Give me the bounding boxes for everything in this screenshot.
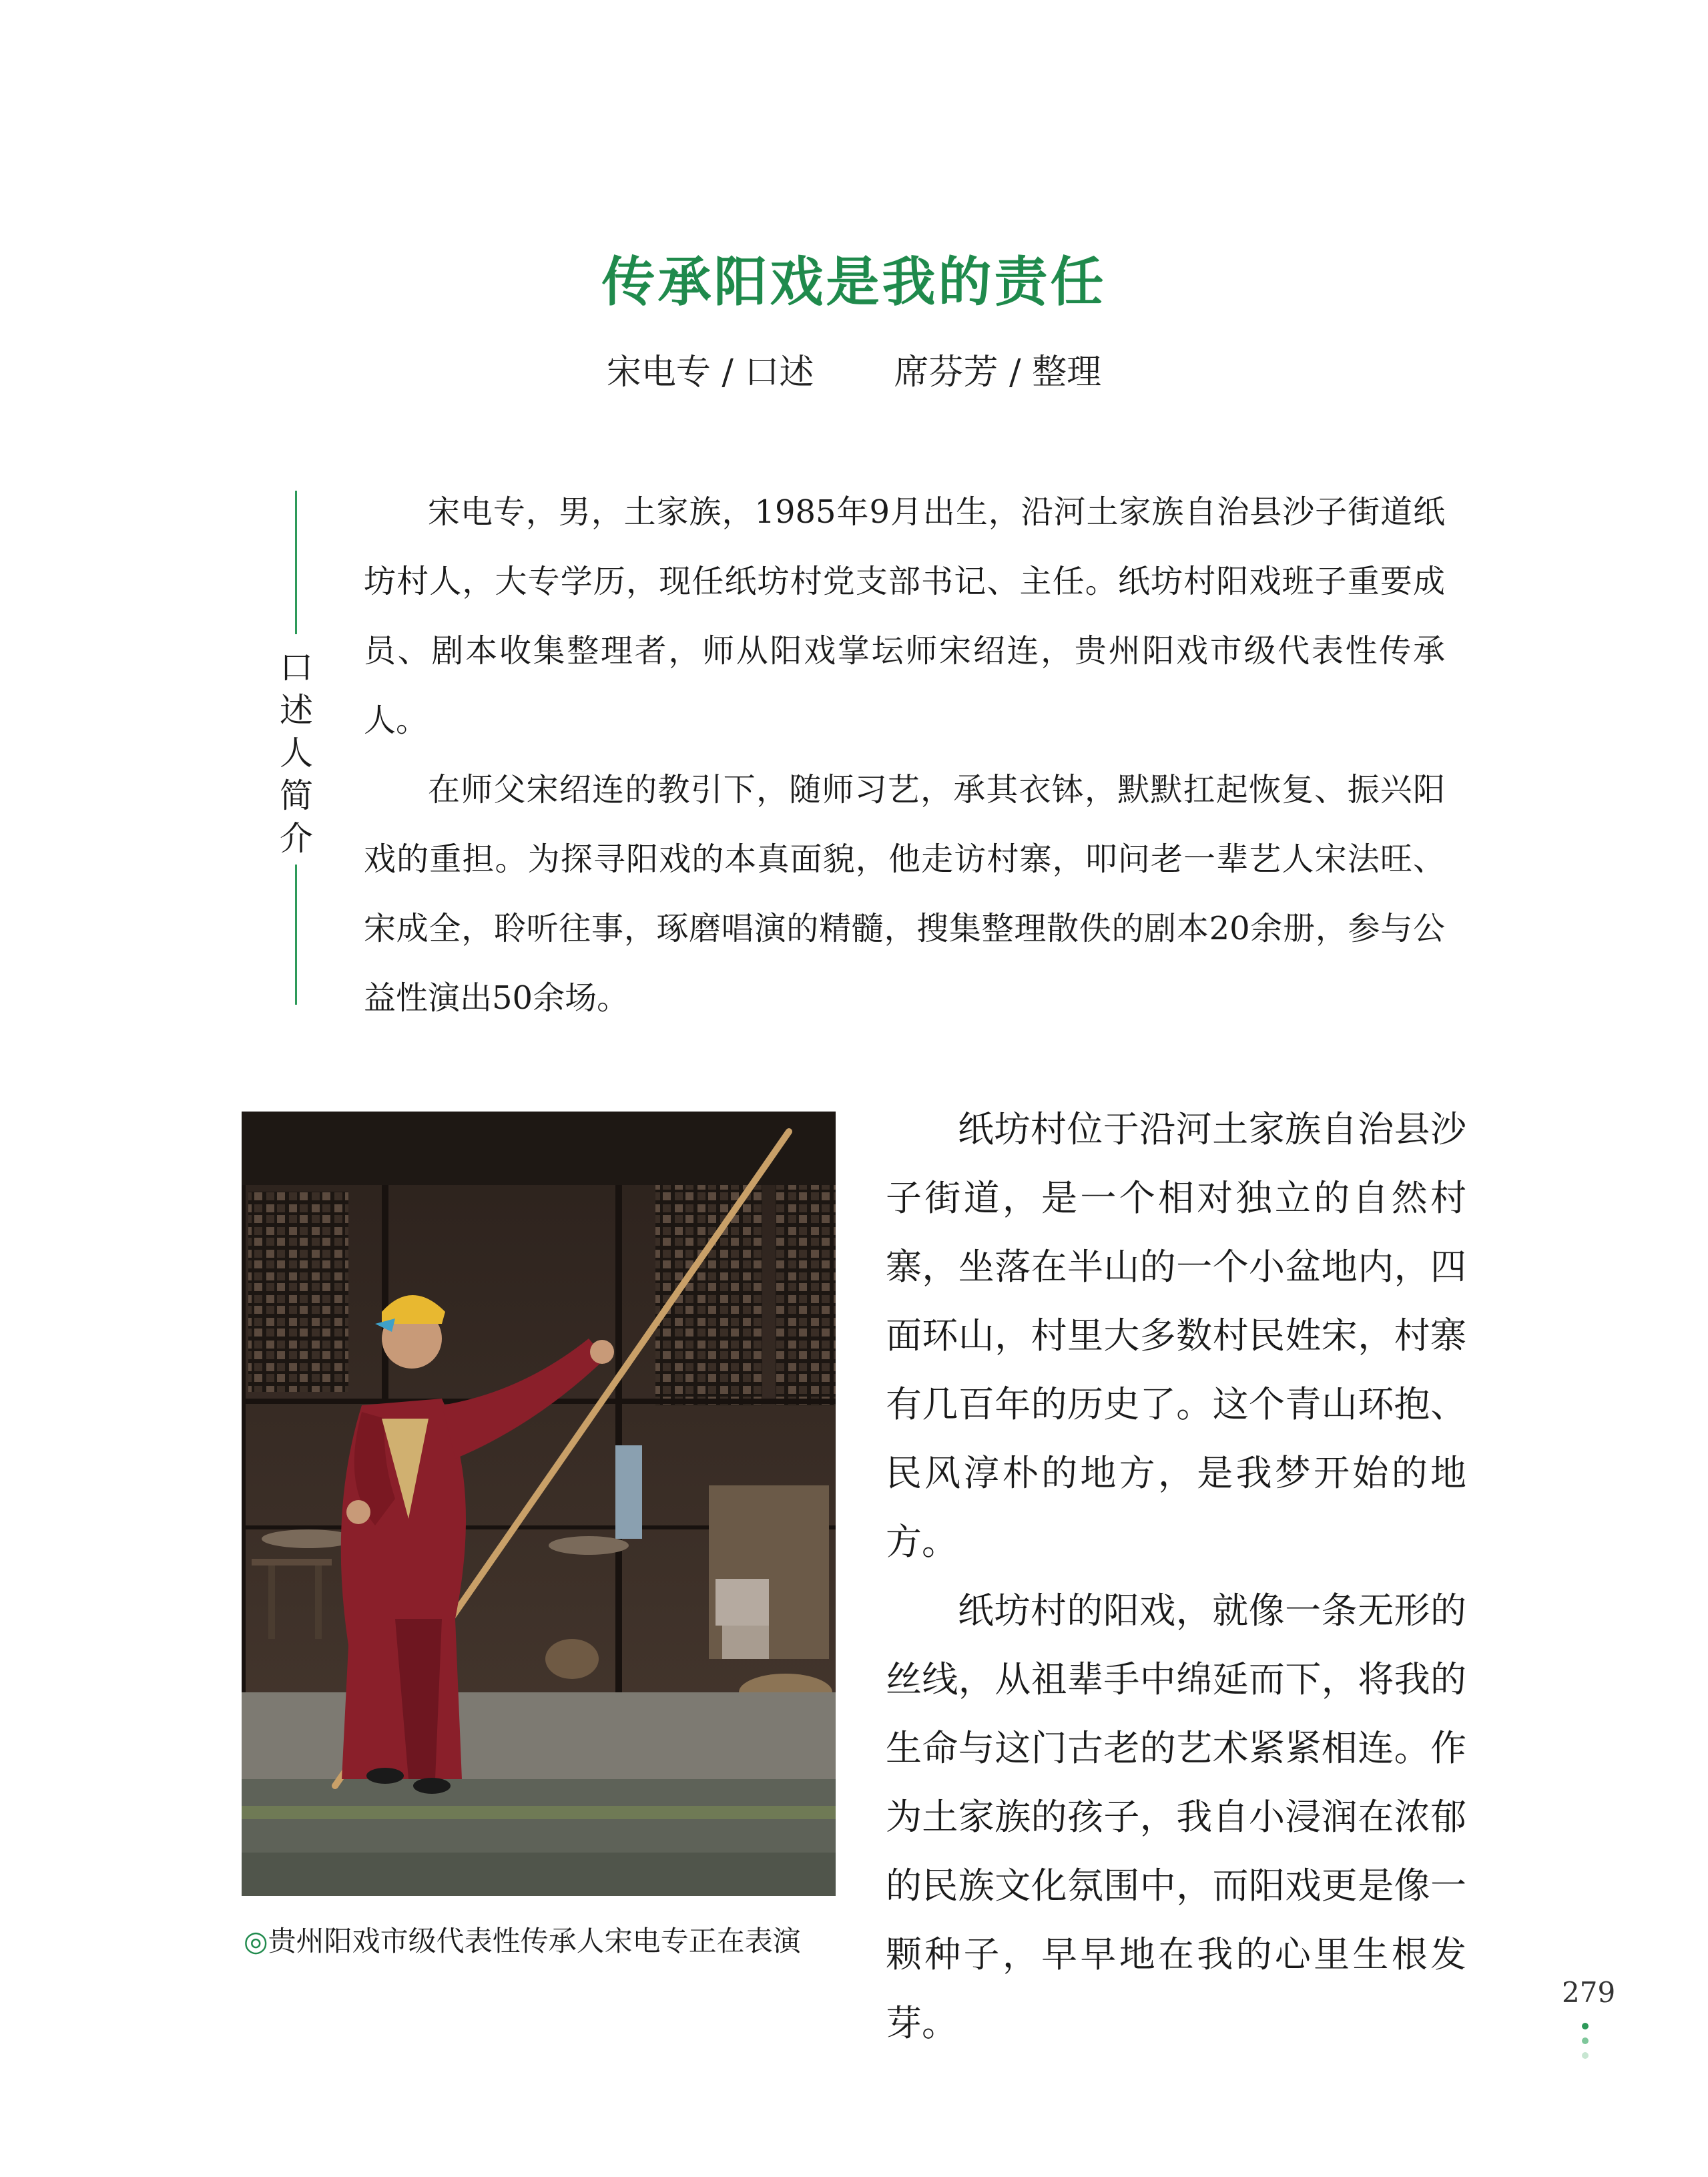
sidebar-label-char: 人 [280, 734, 313, 772]
sidebar-label-char: 简 [280, 776, 313, 815]
narrator-intro [364, 477, 1445, 1033]
caption-text: 贵州阳戏市级代表性传承人宋电专正在表演 [268, 1925, 801, 1957]
article-body [886, 1095, 1466, 2058]
article-title: 传承阳戏是我的责任 [601, 250, 1107, 313]
sidebar-rule-bottom [295, 865, 297, 1005]
sidebar-label-char: 介 [280, 819, 313, 858]
page-dots-ornament [1582, 2023, 1589, 2067]
sidebar-rule-top [295, 491, 297, 634]
page-number: 279 [1562, 1976, 1616, 2009]
editor-credit: 席芬芳 / 整理 [894, 352, 1102, 393]
body-paragraph: 纸坊村的阳戏，就像一条无形的丝线，从祖辈手中绵延而下，将我的生命与这门古老的艺术紧紧相连。作为土家族的孩子，我自小浸润在浓郁的民族文化氛围中，而阳戏更是像一颗种子，早早地在我的心里生根发芽。 [886, 1590, 1466, 2044]
photo-caption [244, 1919, 844, 1959]
byline [0, 344, 1708, 394]
performer-photo-illustration [242, 1112, 836, 1896]
sidebar-label-char: 述 [280, 691, 313, 730]
intro-paragraph: 宋电专，男，土家族，1985年9月出生，沿河土家族自治县沙子街道纸坊村人，大专学历，现任纸坊村党支部书记、主任。纸坊村阳戏班子重要成员、剧本收集整理者，师从阳戏掌坛师宋绍连，贵州阳戏市级代表性传承人。 [364, 493, 1445, 739]
body-paragraph: 纸坊村位于沿河土家族自治县沙子街道，是一个相对独立的自然村寨，坐落在半山的一个小盆地内，四面环山，村里大多数村民姓宋，村寨有几百年的历史了。这个青山环抱、民风淳朴的地方，是我梦开始的地方。 [886, 1108, 1466, 1563]
intro-paragraph: 在师父宋绍连的教引下，随师习艺，承其衣钵，默默扛起恢复、振兴阳戏的重担。为探寻阳戏的本真面貌，他走访村寨，叩问老一辈艺人宋法旺、宋成全，聆听往事，琢磨唱演的精髓，搜集整理散佚的剧本20余册，参与公益性演出50余场。 [364, 771, 1445, 1017]
caption-bullet-icon: ◎ [244, 1925, 268, 1957]
sidebar-label [276, 646, 316, 860]
narrator-credit: 宋电专 / 口述 [606, 352, 814, 393]
performer-photo [242, 1112, 836, 1896]
sidebar-label-char: 口 [280, 648, 313, 687]
